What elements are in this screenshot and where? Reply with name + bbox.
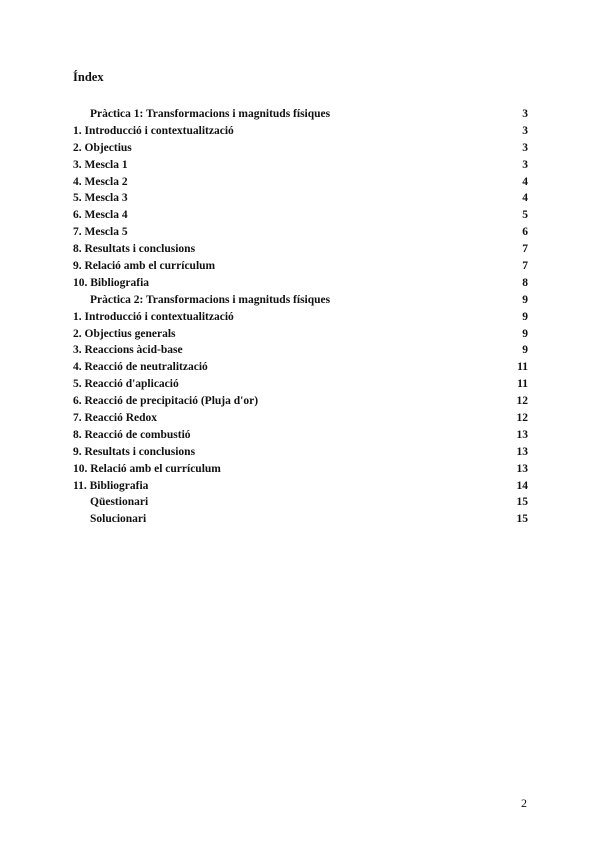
toc-entry-page: 4	[522, 175, 528, 188]
toc-entry-label: 10. Bibliografia	[73, 276, 150, 289]
toc-entry[interactable]	[73, 410, 528, 427]
toc-entry[interactable]	[73, 140, 528, 157]
toc-entry-label: 1. Introducció i contextualització	[73, 310, 234, 323]
toc-entry-label: 10. Relació amb el currículum	[73, 462, 221, 475]
toc-entry-label: 8. Reacció de combustió	[73, 428, 191, 441]
page-number: 2	[521, 796, 527, 810]
toc-entry-label: 5. Reacció d'aplicació	[73, 378, 179, 391]
toc-entry-label: 2. Objectius	[73, 141, 132, 154]
toc-entry[interactable]	[73, 106, 528, 123]
toc-entry[interactable]	[73, 478, 528, 495]
toc-entry[interactable]	[73, 511, 528, 528]
toc-entry-page: 9	[522, 344, 528, 357]
toc-entry[interactable]	[73, 376, 528, 393]
toc-entry-page: 3	[522, 124, 528, 137]
toc-entry-page: 7	[522, 260, 528, 273]
toc-entry-page: 9	[522, 327, 528, 340]
toc-entry-label: 6. Mescla 4	[73, 209, 128, 222]
toc-entry-label: Pràctica 1: Transformacions i magnituds físiques	[90, 108, 331, 120]
toc-entry-page: 15	[516, 496, 528, 509]
toc-entry-label: 4. Reacció de neutralització	[73, 361, 208, 374]
toc-entry-label: 9. Resultats i conclusions	[73, 445, 196, 458]
toc-entry[interactable]	[73, 275, 528, 292]
toc-entry[interactable]	[73, 224, 528, 241]
toc-entry-label: 11. Bibliografia	[73, 479, 149, 492]
toc-entry-label: 5. Mescla 3	[73, 192, 128, 205]
table-of-contents	[73, 106, 528, 528]
toc-entry-page: 14	[516, 479, 528, 492]
toc-entry-page: 11	[517, 361, 528, 374]
toc-entry-label: 4. Mescla 2	[73, 175, 128, 188]
toc-entry-page: 11	[517, 378, 528, 391]
toc-entry[interactable]	[73, 190, 528, 207]
toc-entry[interactable]	[73, 258, 528, 275]
toc-entry[interactable]	[73, 241, 528, 258]
toc-entry-page: 4	[522, 192, 528, 205]
toc-entry-label: Solucionari	[90, 513, 147, 526]
toc-entry-page: 3	[522, 108, 528, 120]
toc-entry-page: 9	[522, 293, 528, 306]
toc-entry[interactable]	[73, 359, 528, 376]
toc-entry-label: 3. Mescla 1	[73, 158, 128, 171]
toc-entry-page: 6	[522, 226, 528, 239]
toc-entry[interactable]	[73, 494, 528, 511]
toc-entry-page: 13	[516, 428, 528, 441]
toc-entry[interactable]	[73, 393, 528, 410]
toc-entry[interactable]	[73, 207, 528, 224]
toc-entry-page: 12	[516, 395, 528, 408]
toc-entry-page: 8	[522, 276, 528, 289]
toc-entry-page: 3	[522, 158, 528, 171]
toc-entry-label: 2. Objectius generals	[73, 327, 176, 340]
toc-entry-page: 3	[522, 141, 528, 154]
toc-entry-label: 6. Reacció de precipitació (Pluja d'or)	[73, 395, 259, 408]
toc-entry[interactable]	[73, 461, 528, 478]
toc-entry-page: 15	[516, 513, 528, 526]
toc-entry-label: 3. Reaccions àcid-base	[73, 344, 183, 357]
toc-entry-page: 5	[522, 209, 528, 222]
toc-entry[interactable]	[73, 427, 528, 444]
toc-entry-label: Qüestionari	[90, 496, 149, 509]
toc-entry[interactable]	[73, 326, 528, 343]
toc-entry[interactable]	[73, 444, 528, 461]
toc-entry-page: 12	[516, 412, 528, 425]
toc-entry[interactable]	[73, 342, 528, 359]
toc-entry[interactable]	[73, 123, 528, 140]
page-title: Índex	[73, 70, 104, 84]
toc-entry-label: Pràctica 2: Transformacions i magnituds físiques	[90, 293, 331, 306]
toc-entry[interactable]	[73, 174, 528, 191]
toc-entry-page: 13	[516, 445, 528, 458]
toc-entry-label: 8. Resultats i conclusions	[73, 243, 196, 256]
toc-entry-label: 7. Reacció Redox	[73, 412, 157, 425]
toc-entry-page: 7	[522, 243, 528, 256]
toc-entry-label: 9. Relació amb el currículum	[73, 260, 216, 273]
toc-entry-page: 9	[522, 310, 528, 323]
toc-entry[interactable]	[73, 157, 528, 174]
toc-entry[interactable]	[73, 292, 528, 309]
toc-entry-label: 7. Mescla 5	[73, 226, 128, 239]
toc-entry-label: 1. Introducció i contextualització	[73, 124, 234, 137]
toc-entry[interactable]	[73, 309, 528, 326]
toc-entry-page: 13	[516, 462, 528, 475]
